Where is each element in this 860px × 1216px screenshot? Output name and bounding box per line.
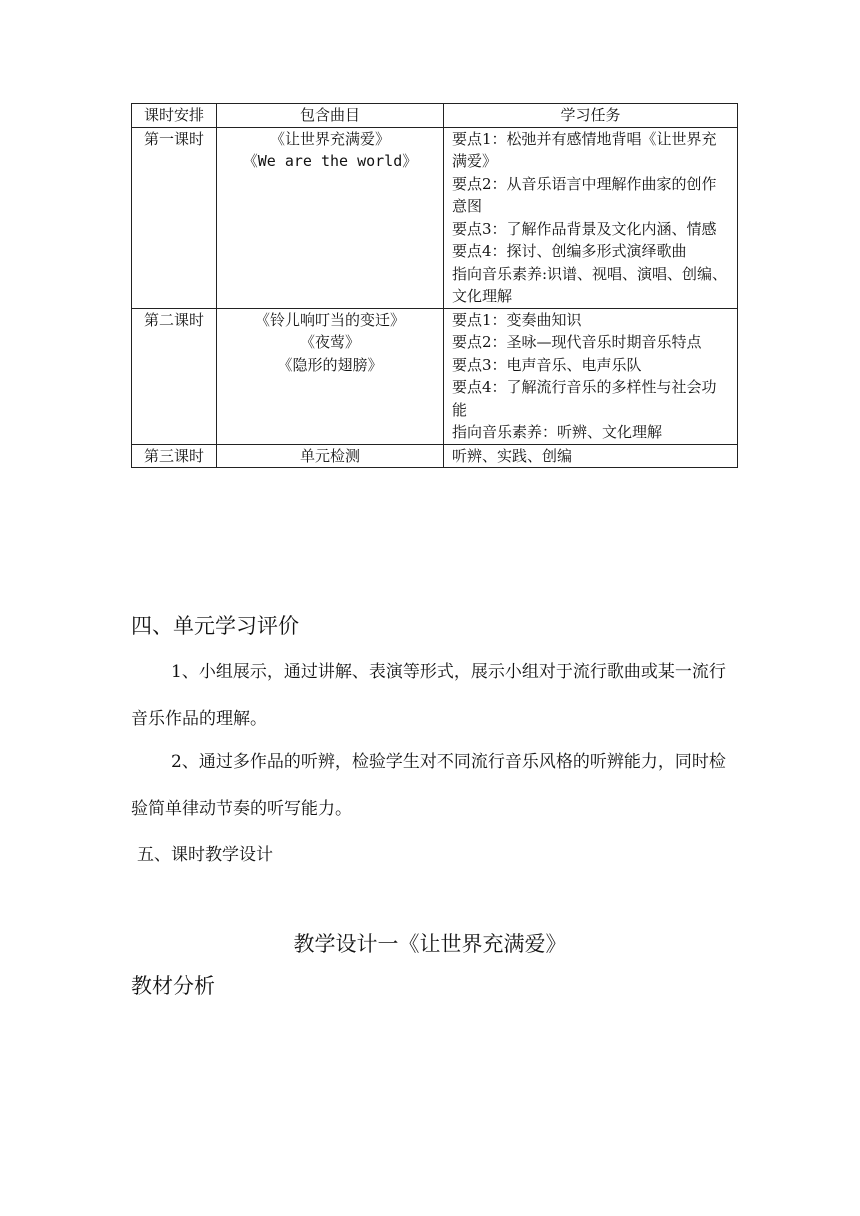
tasks-cell [444, 444, 738, 468]
task-item: 要点2：圣咏—现代音乐时期音乐特点 [452, 333, 702, 351]
header-lesson: 课时安排 [132, 104, 217, 128]
design-title: 教学设计一《让世界充满爱》 [293, 932, 567, 956]
songs-cell [217, 127, 444, 308]
table-row [132, 444, 738, 468]
song-title: 《夜莺》 [299, 333, 360, 351]
lesson-cell: 第二课时 [132, 308, 217, 444]
songs-cell [217, 308, 444, 444]
section-5-heading: 五、课时教学设计 [137, 845, 273, 865]
song-title: 《铃儿响叮当的变迁》 [254, 310, 405, 329]
tasks-cell [444, 127, 738, 308]
evaluation-paragraph-1: 1、小组展示，通过讲解、表演等形式，展示小组对于流行歌曲或某一流行音乐作品的理解。 [131, 662, 726, 729]
song-title: 《隐形的翅膀》 [277, 355, 383, 374]
task-item: 要点3：电声音乐、电声乐队 [452, 355, 642, 374]
song-title: 《让世界充满爱》 [269, 129, 390, 148]
table-header-row [132, 104, 738, 128]
header-songs: 包含曲目 [217, 104, 444, 128]
evaluation-paragraph-2: 2、通过多作品的听辨，检验学生对不同流行音乐风格的听辨能力，同时检验简单律动节奏的听写能力。 [131, 752, 726, 819]
section-4-heading: 四、单元学习评价 [131, 614, 299, 638]
task-item: 指向音乐素养：听辨、文化理解 [452, 423, 663, 441]
songs-cell [217, 444, 444, 468]
tasks-cell [444, 308, 738, 444]
task-item: 要点2：从音乐语言中理解作曲家的创作意图 [452, 174, 717, 215]
task-item: 要点1：变奏曲知识 [452, 310, 582, 329]
song-title: 《We are the world》 [242, 152, 418, 170]
task-item: 要点3：了解作品背景及文化内涵、情感 [452, 219, 717, 238]
song-title: 单元检测 [299, 446, 360, 465]
lesson-cell: 第一课时 [132, 127, 217, 308]
task-item: 要点4：探讨、创编多形式演绎歌曲 [452, 242, 687, 260]
header-tasks: 学习任务 [444, 104, 738, 128]
task-item: 要点4：了解流行音乐的多样性与社会功能 [452, 378, 717, 419]
task-item: 听辨、实践、创编 [452, 446, 573, 465]
table-row [132, 308, 738, 444]
task-item: 指向音乐素养:识谱、视唱、演唱、创编、文化理解 [452, 264, 728, 305]
task-item: 要点1：松弛并有感情地背唱《让世界充满爱》 [452, 129, 717, 170]
lesson-plan-table [131, 103, 738, 468]
material-analysis-heading: 教材分析 [131, 974, 215, 998]
table-row [132, 127, 738, 308]
lesson-cell: 第三课时 [132, 444, 217, 468]
